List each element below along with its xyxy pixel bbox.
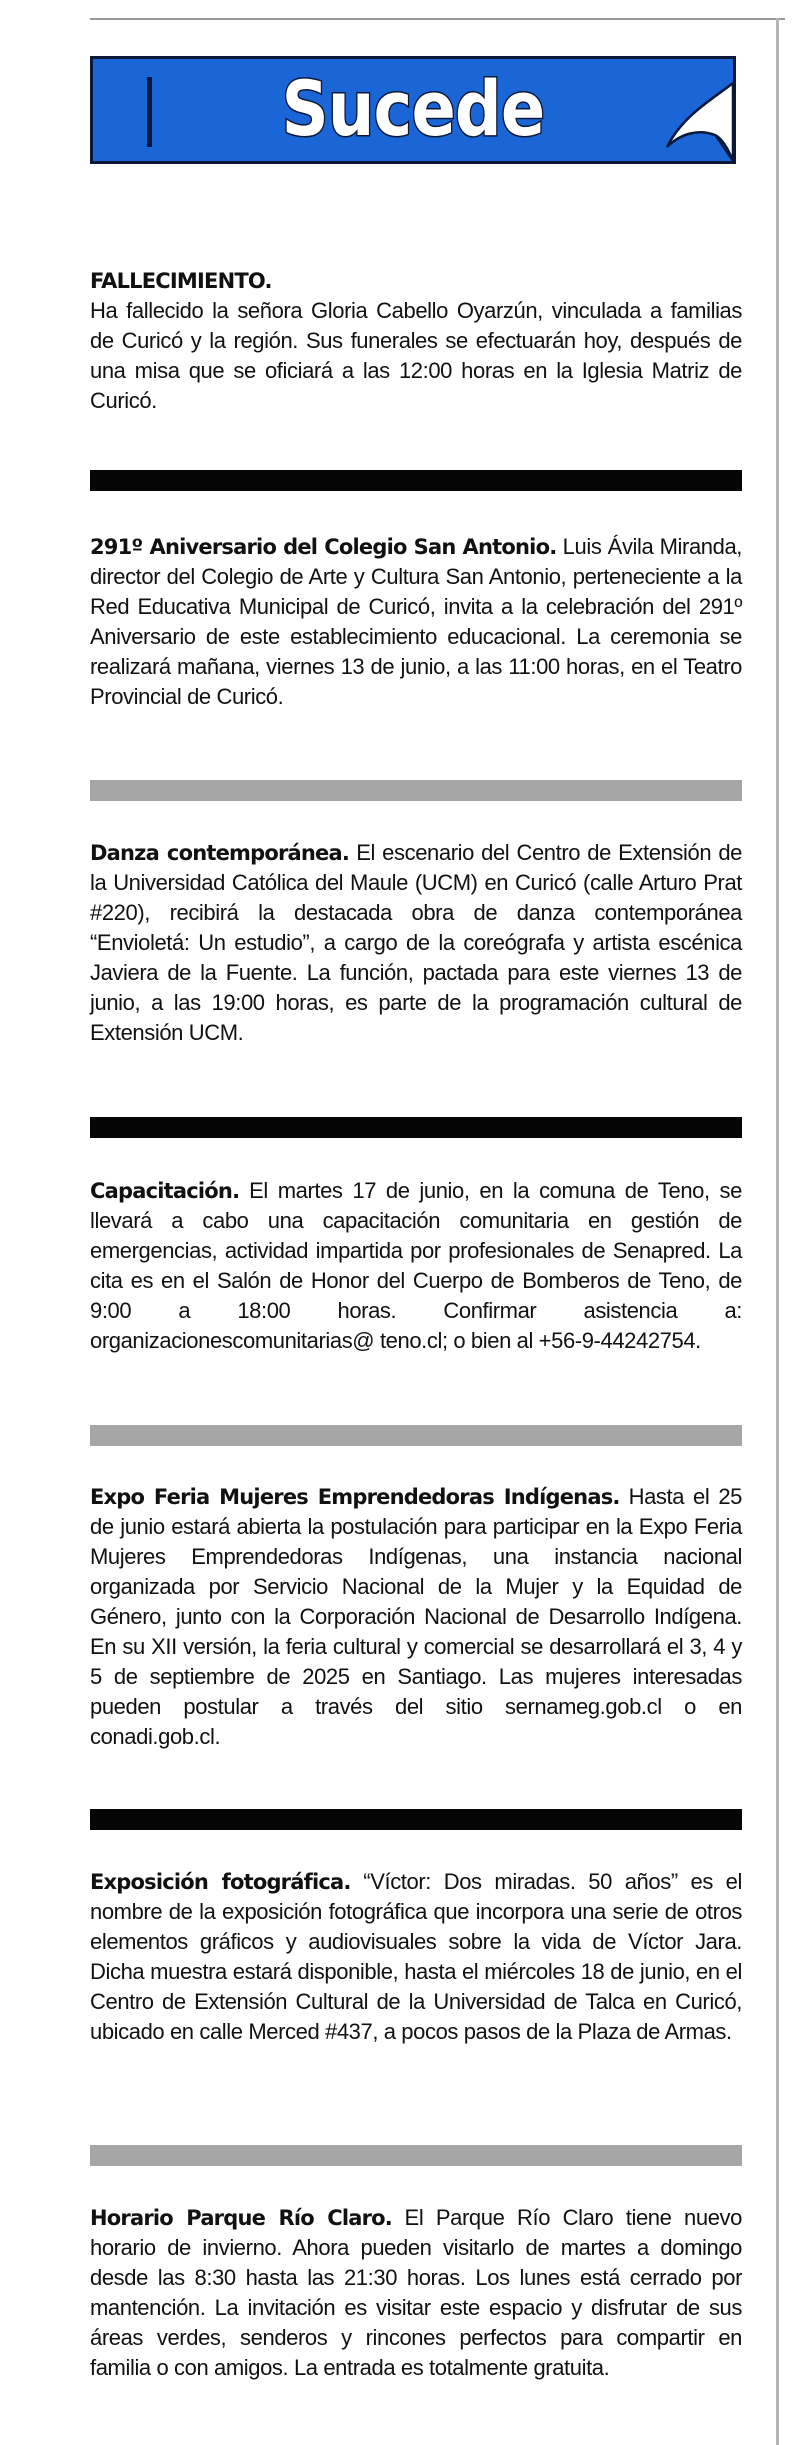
news-item-headline: Exposición fotográfica. [90,1870,351,1894]
separator-bar [90,1425,742,1446]
separator-bar [90,2145,742,2166]
news-item-exposicion [90,1867,742,2047]
news-item-body: Ha fallecido la señora Gloria Cabello Oyarzún, vinculada a familias de Curicó y la región. Sus funerales se efectuarán hoy, después de una misa que se oficiará a las 12:00 horas en la Iglesia Matriz de Curicó. [90,298,742,413]
news-item-danza [90,838,742,1048]
separator-bar [90,780,742,801]
page-curl-icon [663,77,739,167]
news-item-aniversario [90,532,742,712]
separator-bar [90,1117,742,1138]
news-item-headline: Danza contemporánea. [90,841,350,865]
section-title: Sucede [281,64,545,153]
news-item-expo-feria [90,1482,742,1752]
news-item-body: Hasta el 25 de junio estará abierta la postulación para participar en la Expo Feria Mujeres Emprendedoras Indígenas, una instancia nacional organizada por Servicio Nacional de la Mujer y la Equidad de Género, junto con la Corporación Nacional de Desarrollo Indígena. En su XII versión, la feria cultural y comercial se desarrollará el 3, 4 y 5 de septiembre de 2025 en Santiago. Las mujeres interesadas pueden postular a través del sitio sernameg.gob.cl o en conadi.gob.cl. [90,1484,743,1749]
section-banner [90,56,736,164]
news-item-body: “Víctor: Dos miradas. 50 años” es el nombre de la exposición fotográfica que incorpora una serie de otros elementos gráficos y audiovisuales sobre la vida de Víctor Jara. Dicha muestra estará disponible, hasta el miércoles 18 de junio, en el Centro de Extensión Cultural de la Universidad de Talca en Curicó, ubicado en calle Merced #437, a pocos pasos de la Plaza de Armas. [90,1869,742,2044]
news-item-body: Luis Ávila Miranda, director del Colegio de Arte y Cultura San Antonio, perteneciente a la Red Educativa Municipal de Curicó, invita a la celebración del 291º Aniversario de este establecimiento educacional. La ceremonia se realizará mañana, viernes 13 de junio, a las 11:00 horas, en el Teatro Provincial de Curicó. [90,534,743,709]
news-item-headline: 291º Aniversario del Colegio San Antonio. [90,535,557,559]
news-item-headline: Expo Feria Mujeres Emprendedoras Indígenas. [90,1485,620,1509]
news-item-body: El escenario del Centro de Extensión de la Universidad Católica del Maule (UCM) en Curicó (calle Arturo Prat #220), recibirá la destacada obra de danza contemporánea “Envioletá: Un estudio”, a cargo de la coreógrafa y artista escénica Javiera de la Fuente. La función, pactada para este viernes 13 de junio, a las 19:00 horas, es parte de la programación cultural de Extensión UCM. [90,840,742,1045]
separator-bar [90,1809,742,1830]
news-item-body: El martes 17 de junio, en la comuna de Teno, se llevará a cabo una capacitación comunitaria en gestión de emergencias, actividad impartida por profesionales de Senapred. La cita es en el Salón de Honor del Cuerpo de Bomberos de Teno, de 9:00 a 18:00 horas. Confirmar asistencia a: organizacionescomunitarias@ teno.cl; o bien al +56-9-44242754. [90,1178,742,1353]
news-item-headline: Capacitación. [90,1179,240,1203]
news-item-body: El Parque Río Claro tiene nuevo horario de invierno. Ahora pueden visitarlo de martes a domingo desde las 8:30 hasta las 21:30 horas. Los lunes está cerrado por mantención. La invitación es visitar este espacio y disfrutar de sus áreas verdes, senderos y rincones perfectos para compartir en familia o con amigos. La entrada es totalmente gratuita. [90,2205,742,2380]
news-item-capacitacion [90,1176,742,1356]
column-rule [776,18,779,2445]
news-item-headline: Horario Parque Río Claro. [90,2206,392,2230]
separator-bar [90,470,742,491]
news-item-parque [90,2203,742,2383]
top-rule [90,18,785,20]
news-item-fallecimiento [90,266,742,416]
news-item-headline: FALLECIMIENTO. [90,269,272,293]
